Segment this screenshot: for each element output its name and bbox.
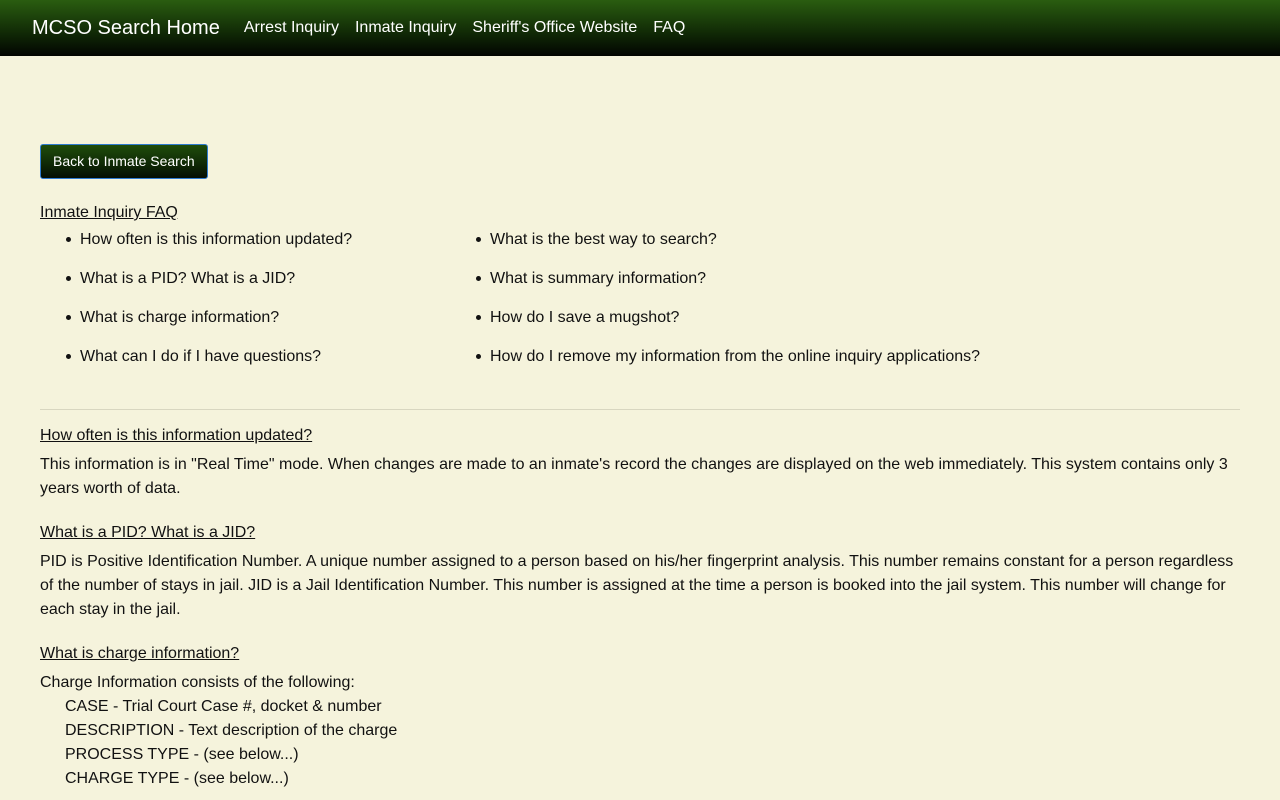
nav-link-faq[interactable]: FAQ xyxy=(653,19,686,36)
section-divider xyxy=(40,409,1240,410)
nav-link-arrest-inquiry[interactable]: Arrest Inquiry xyxy=(243,19,339,36)
toc-link-remove-info[interactable]: How do I remove my information from the online inquiry applications? xyxy=(490,348,981,365)
toc-item xyxy=(490,347,1240,386)
toc-item xyxy=(80,308,490,347)
toc-left-column xyxy=(80,230,490,386)
faq-section-pid-jid xyxy=(40,523,1240,622)
main-content xyxy=(0,56,1280,791)
toc-link-questions[interactable]: What can I do if I have questions? xyxy=(80,348,322,365)
toc-right-column xyxy=(490,230,1240,386)
toc-item xyxy=(80,347,490,386)
back-to-inmate-search-button[interactable]: Back to Inmate Search xyxy=(40,144,208,179)
toc-link-summary-info[interactable]: What is summary information? xyxy=(490,270,707,287)
charge-info-item: CASE - Trial Court Case #, docket & number xyxy=(65,698,382,715)
faq-section-charge-info xyxy=(40,644,1240,791)
toc-item xyxy=(490,269,1240,308)
faq-section-updated xyxy=(40,426,1240,501)
top-navbar xyxy=(0,0,1280,56)
toc-link-save-mugshot[interactable]: How do I save a mugshot? xyxy=(490,309,680,326)
charge-info-item: CHARGE TYPE - (see below...) xyxy=(65,770,289,787)
toc-item xyxy=(80,269,490,308)
section-title: How often is this information updated? xyxy=(40,427,313,444)
section-title: What is a PID? What is a JID? xyxy=(40,524,256,541)
nav-link-inmate-inquiry[interactable]: Inmate Inquiry xyxy=(354,19,457,36)
charge-info-item: DESCRIPTION - Text description of the charge xyxy=(65,722,398,739)
faq-title-link[interactable]: Inmate Inquiry FAQ xyxy=(40,204,178,221)
toc-item xyxy=(490,308,1240,347)
toc-link-best-way[interactable]: What is the best way to search? xyxy=(490,231,717,248)
toc-item xyxy=(80,230,490,269)
section-body: PID is Positive Identification Number. A unique number assigned to a person based on his/her fingerprint analysis. This number remains constant for a person regardless of the number of stays in jail. JID is a Jail Identification Number. This number is assigned at the time a person is booked into the jail system. This number will change for each stay in the jail. xyxy=(40,553,1234,618)
nav-link-sheriffs-website[interactable]: Sheriff's Office Website xyxy=(472,19,638,36)
toc-item xyxy=(490,230,1240,269)
section-title: What is charge information? xyxy=(40,645,240,662)
section-body: This information is in "Real Time" mode. When changes are made to an inmate's record the changes are displayed on the web immediately. This system contains only 3 years worth of data. xyxy=(40,456,1228,497)
section-body xyxy=(40,671,1240,791)
toc-link-charge-info[interactable]: What is charge information? xyxy=(80,309,280,326)
faq-table-of-contents xyxy=(40,230,1240,386)
nav-brand-home-link[interactable]: MCSO Search Home xyxy=(32,16,220,39)
toc-link-pid-jid[interactable]: What is a PID? What is a JID? xyxy=(80,270,296,287)
charge-info-intro: Charge Information consists of the following: xyxy=(40,674,355,691)
charge-info-item: PROCESS TYPE - (see below...) xyxy=(65,746,299,763)
toc-link-updated[interactable]: How often is this information updated? xyxy=(80,231,353,248)
